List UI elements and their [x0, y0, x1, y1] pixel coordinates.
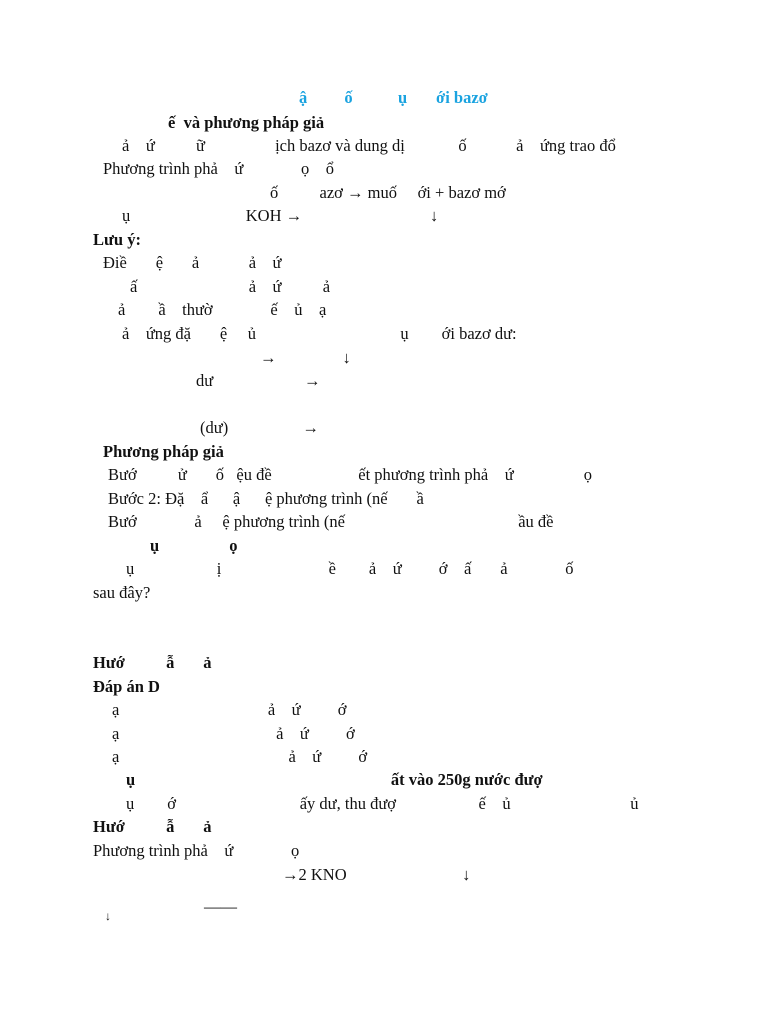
text-line: → ↓ — [260, 348, 351, 367]
example-2: ụ ất vào 250g nước đượ — [126, 770, 543, 789]
example-heading: ụ ọ — [150, 536, 238, 555]
example-question-cont: sau đây? — [93, 583, 151, 602]
answer-line: ạ ả ứ ớ — [112, 747, 368, 766]
text-line: Phương trình phả ứ ọ — [93, 841, 300, 860]
text-line: ấ ả ứ ả — [130, 277, 331, 296]
section-heading-method: Phương pháp giả — [103, 442, 224, 461]
solution-heading-2: Hướ ẫ ả — [93, 817, 212, 836]
section-heading-theory: ế và phương pháp giả — [168, 113, 325, 132]
method-step-2: Bước 2: Đặ ẩ ậ ệ phương trình (nế ầ — [108, 489, 424, 508]
answer-label: Đáp án D — [93, 677, 160, 696]
method-step-1: Bướ ử ố ệu đề ết phương trình phả ứ ọ — [108, 465, 593, 484]
answer-line: ạ ả ứ ớ — [112, 700, 347, 719]
arrow-down-symbol: ↓ — [105, 909, 111, 923]
solution-heading: Hướ ẫ ả — [93, 653, 212, 672]
note-heading: Lưu ý: — [93, 230, 141, 249]
page-title: ậ ố ụ ới bazơ — [299, 88, 488, 107]
text-line: ố azơ → muố ới + bazơ mớ — [270, 183, 506, 202]
equation-line: →2 KNO ↓ — [282, 865, 471, 884]
example-question: ụ ị ề ả ứ ớ ấ ả ố — [126, 559, 574, 578]
text-line: ả ứ ữ ịch bazơ và dung dị ố ả ứng trao đổ — [122, 136, 616, 155]
fraction-bar: —— — [204, 897, 237, 916]
text-line: ụ KOH → ↓ — [122, 206, 439, 225]
text-line: Điề ệ ả ả ứ — [103, 253, 282, 272]
text-line: ả ứng đặ ệ ủ ụ ới bazơ dư: — [122, 324, 517, 343]
text-line: Phương trình phả ứ ọ ổ — [103, 159, 335, 178]
example-2-cont: ụ ớ ấy dư, thu đượ ế ủ ủ — [126, 794, 639, 813]
method-step-3: Bướ ả ệ phương trình (nế ầu đề — [108, 512, 554, 531]
text-line: dư → — [196, 371, 321, 390]
text-line: (dư) → — [200, 418, 319, 437]
text-line: ả ầ thườ ế ủ ạ — [118, 300, 327, 319]
answer-line: ạ ả ứ ớ — [112, 724, 355, 743]
